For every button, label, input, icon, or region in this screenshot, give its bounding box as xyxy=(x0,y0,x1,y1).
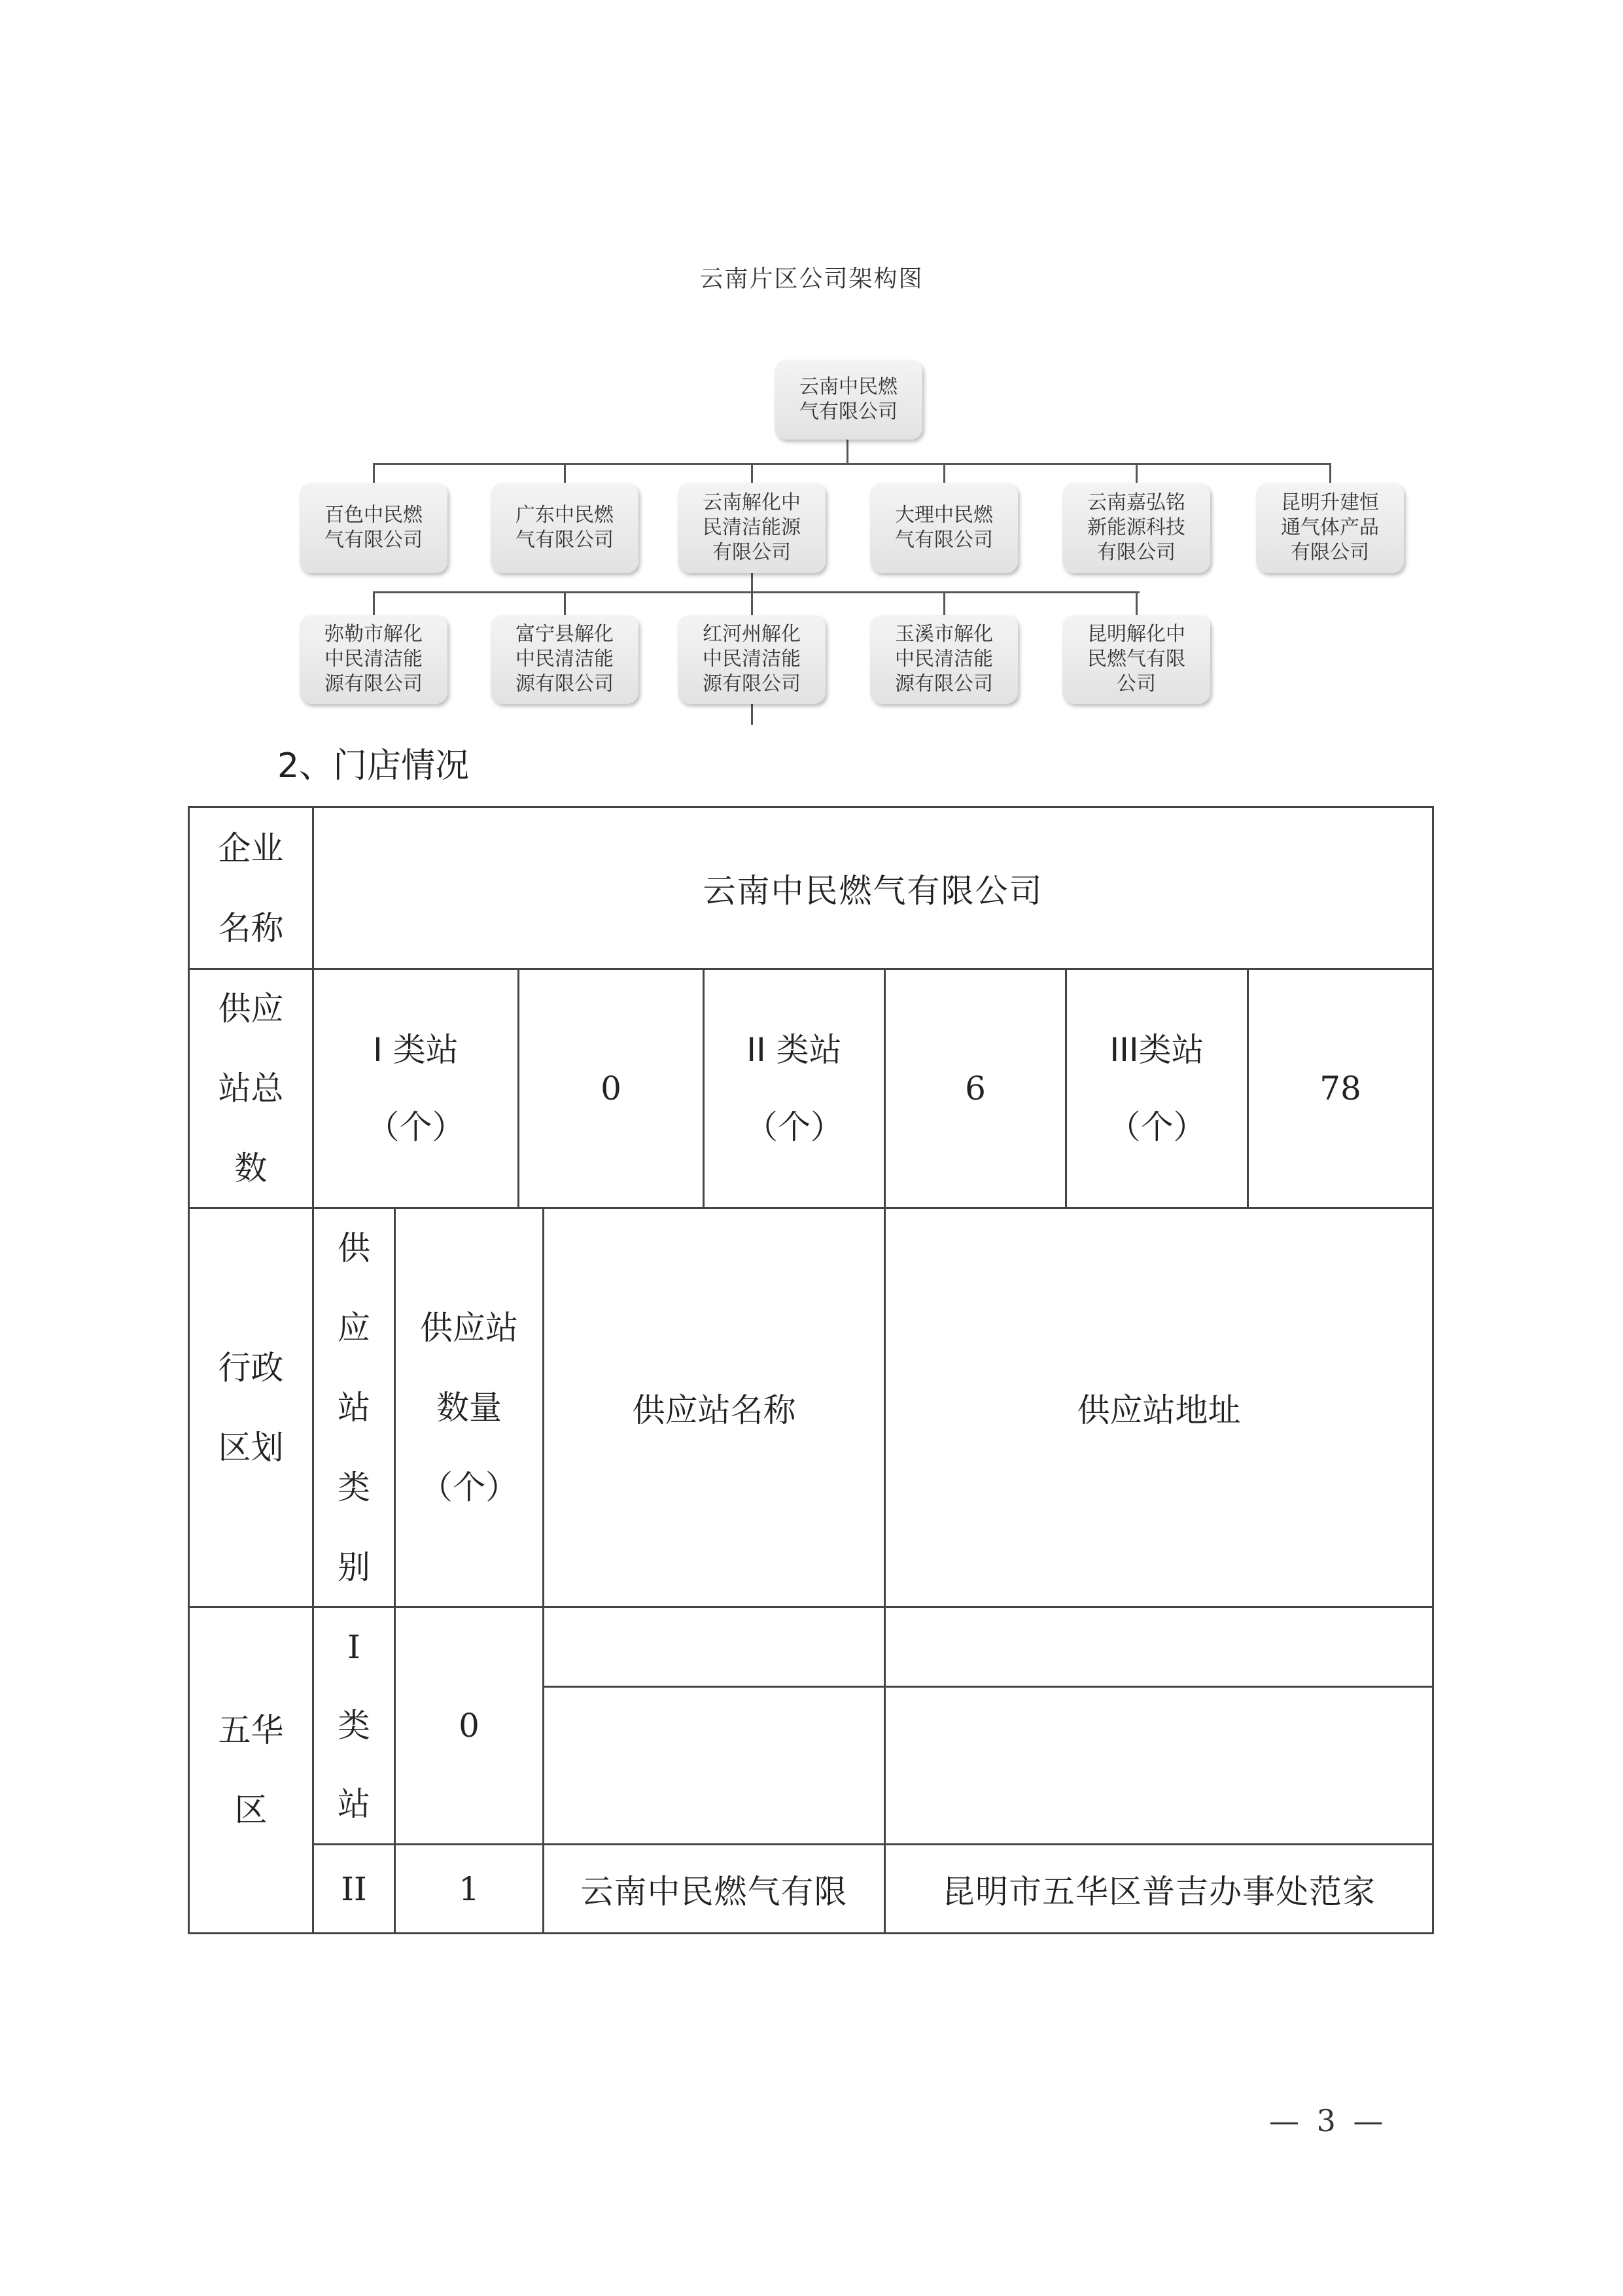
org-node-label: 广东中民燃 气有限公司 xyxy=(515,504,614,551)
wuhua-type2-name: 云南中民燃气有限 xyxy=(580,1872,848,1911)
station-table xyxy=(188,806,1434,1934)
class3-label-text: III类站 （个） xyxy=(1108,1031,1206,1146)
wuhua-type1 xyxy=(314,1608,394,1843)
wuhua-type1-count: 0 xyxy=(459,1707,480,1745)
header-type xyxy=(314,1209,394,1606)
org-node xyxy=(1062,615,1210,704)
org-connector xyxy=(751,463,753,483)
org-node-label: 红河州解化 中民清洁能 源有限公司 xyxy=(703,623,801,695)
org-connector xyxy=(751,704,753,725)
org-node xyxy=(870,483,1018,573)
header-name: 供应站名称 xyxy=(632,1391,796,1429)
header-region-text: 行政 区划 xyxy=(218,1348,284,1467)
header-address: 供应站地址 xyxy=(1077,1391,1241,1429)
class2-label-text: II 类站 （个） xyxy=(745,1031,843,1146)
org-chart-title: 云南片区公司架构图 xyxy=(699,266,924,292)
org-connector xyxy=(373,591,375,615)
org-node xyxy=(678,483,826,573)
page-number: — 3 — xyxy=(1269,2103,1387,2138)
org-node-label: 云南嘉弘铭 新能源科技 有限公司 xyxy=(1087,491,1185,564)
org-connector xyxy=(1329,463,1331,483)
org-node-label: 富宁县解化 中民清洁能 源有限公司 xyxy=(515,623,614,695)
org-node-label: 玉溪市解化 中民清洁能 源有限公司 xyxy=(895,623,993,695)
region-wuhua xyxy=(190,1608,312,1932)
org-node-label: 昆明升建恒 通气体产品 有限公司 xyxy=(1281,491,1379,564)
total-stations-label-text: 供应 站总 数 xyxy=(218,990,284,1187)
org-node-label: 云南解化中 民清洁能源 有限公司 xyxy=(703,491,801,564)
org-connector xyxy=(373,591,1140,593)
org-node-root xyxy=(775,360,922,440)
company-label-text: 企业 名称 xyxy=(218,829,284,947)
class2-label xyxy=(705,970,884,1207)
org-connector xyxy=(943,463,945,483)
org-connector xyxy=(564,591,566,615)
org-node-label: 昆明解化中 民燃气有限 公司 xyxy=(1087,623,1185,695)
org-connector xyxy=(564,463,566,483)
org-node-label: 弥勒市解化 中民清洁能 源有限公司 xyxy=(324,623,423,695)
class1-label xyxy=(314,970,517,1207)
wuhua-type2-address: 昆明市五华区普吉办事处范家 xyxy=(942,1872,1376,1911)
org-node-label: 百色中民燃 气有限公司 xyxy=(324,504,423,551)
header-quantity-text: 供应站 数量 （个） xyxy=(420,1308,518,1506)
org-connector xyxy=(373,463,375,483)
wuhua-type1-text: I 类 站 xyxy=(338,1628,370,1823)
org-node-label: 云南中民燃 气有限公司 xyxy=(799,375,898,423)
org-connector xyxy=(943,591,945,615)
org-connector xyxy=(1136,463,1138,483)
wuhua-type2: II xyxy=(341,1870,367,1908)
class1-label-text: I 类站 （个） xyxy=(366,1031,465,1146)
table-rule xyxy=(542,1686,1432,1688)
org-node xyxy=(300,615,447,704)
class1-count: 0 xyxy=(601,1070,621,1107)
header-region xyxy=(190,1209,312,1606)
company-name: 云南中民燃气有限公司 xyxy=(703,871,1043,910)
total-stations-label xyxy=(190,970,312,1207)
header-type-text: 供 应 站 类 别 xyxy=(338,1228,370,1586)
header-quantity xyxy=(396,1209,542,1606)
org-node xyxy=(678,615,826,704)
region-wuhua-text: 五华 区 xyxy=(218,1711,284,1829)
org-connector xyxy=(1136,591,1138,615)
company-label xyxy=(190,808,312,968)
org-node xyxy=(491,483,638,573)
wuhua-type2-count: 1 xyxy=(459,1870,480,1908)
org-connector xyxy=(846,440,848,464)
org-node-label: 大理中民燃 气有限公司 xyxy=(895,504,993,551)
org-node xyxy=(300,483,447,573)
org-node xyxy=(491,615,638,704)
class2-count: 6 xyxy=(965,1070,986,1107)
org-node xyxy=(870,615,1018,704)
org-connector xyxy=(751,573,753,593)
org-connector xyxy=(373,463,1331,465)
org-node xyxy=(1062,483,1210,573)
class3-count: 78 xyxy=(1319,1070,1361,1107)
org-connector xyxy=(751,591,753,615)
section-heading: 2、门店情况 xyxy=(277,746,470,786)
org-node xyxy=(1256,483,1404,573)
class3-label xyxy=(1067,970,1247,1207)
